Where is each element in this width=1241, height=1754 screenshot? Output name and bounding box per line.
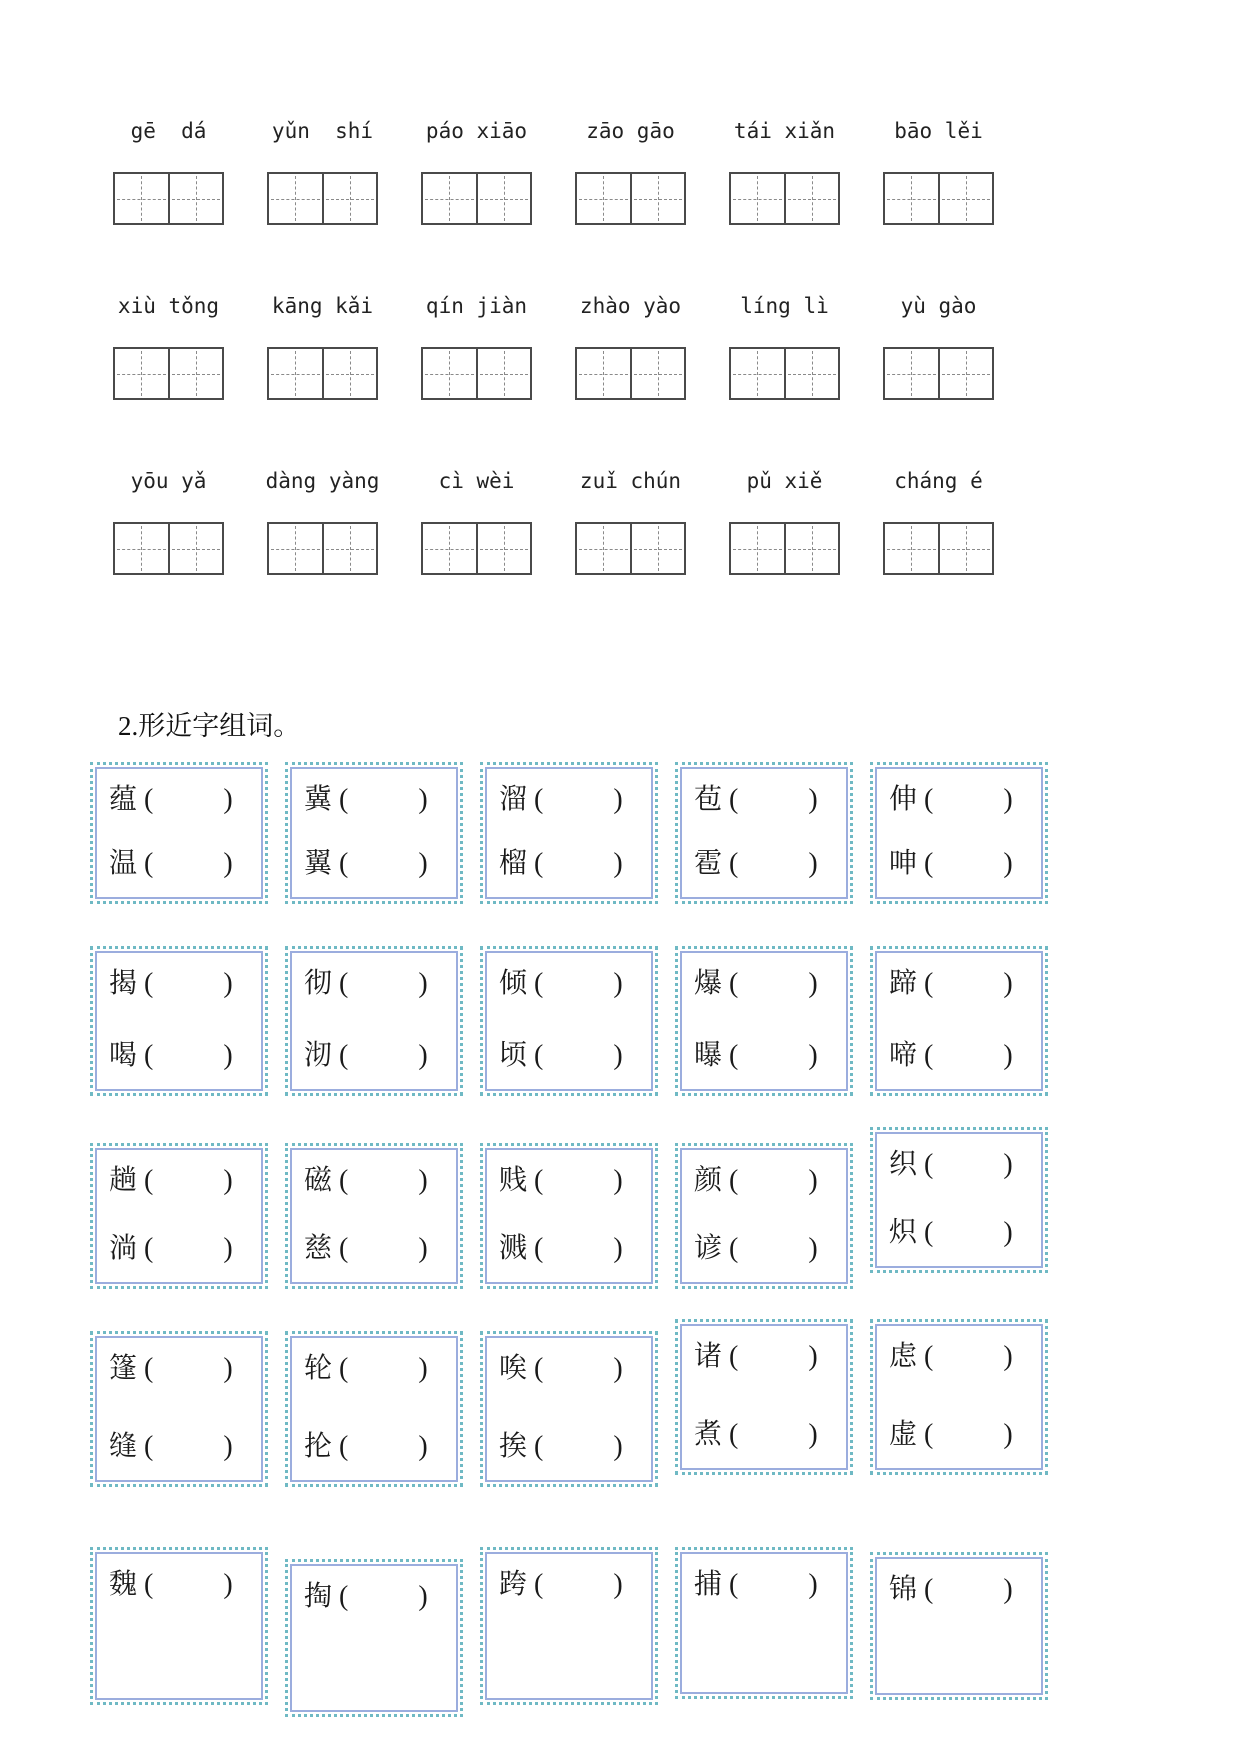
writing-grid[interactable] <box>267 522 378 575</box>
grid-cell[interactable] <box>630 349 685 398</box>
pinyin-item <box>266 468 379 575</box>
writing-grid[interactable] <box>729 172 840 225</box>
grid-cell[interactable] <box>577 174 630 223</box>
word-blank[interactable]: 挨 ( ) <box>499 1431 623 1462</box>
word-blank[interactable]: 魏 ( ) <box>109 1569 233 1600</box>
word-blank[interactable]: 趟 ( ) <box>109 1165 233 1196</box>
word-row <box>95 1148 1241 1284</box>
grid-cell[interactable] <box>269 349 322 398</box>
pinyin-label: dàng yàng <box>265 469 380 493</box>
grid-cell[interactable] <box>322 524 377 573</box>
grid-cell[interactable] <box>322 174 377 223</box>
word-blank[interactable]: 沏 ( ) <box>304 1040 428 1071</box>
pinyin-item <box>112 468 225 575</box>
pinyin-item <box>728 118 841 225</box>
word-box[interactable] <box>680 1324 848 1470</box>
word-box[interactable] <box>875 1557 1043 1695</box>
writing-grid[interactable] <box>421 172 532 225</box>
section-title: 2.形近字组词。 <box>118 711 301 741</box>
grid-cell[interactable] <box>938 524 993 573</box>
word-blank[interactable]: 蹄 ( ) <box>889 968 1013 999</box>
word-box[interactable] <box>680 1148 848 1284</box>
word-row <box>95 767 1241 899</box>
word-box[interactable] <box>485 767 653 899</box>
grid-cell[interactable] <box>423 349 476 398</box>
word-blank[interactable]: 榴 ( ) <box>499 848 623 879</box>
word-blank[interactable]: 淌 ( ) <box>109 1233 233 1264</box>
word-blank[interactable]: 蕴 ( ) <box>109 784 233 815</box>
word-box[interactable] <box>875 951 1043 1091</box>
word-row <box>95 1336 1241 1482</box>
word-box[interactable] <box>875 1324 1043 1470</box>
word-blank[interactable]: 曝 ( ) <box>694 1040 818 1071</box>
word-blank[interactable]: 织 ( ) <box>889 1149 1013 1180</box>
grid-cell[interactable] <box>731 524 784 573</box>
pinyin-label: bāo lěi <box>894 119 983 143</box>
writing-grid[interactable] <box>421 347 532 400</box>
writing-grid[interactable] <box>267 172 378 225</box>
word-blank[interactable]: 捕 ( ) <box>694 1569 818 1600</box>
word-blank[interactable]: 虚 ( ) <box>889 1419 1013 1450</box>
pinyin-item <box>882 118 995 225</box>
pinyin-item <box>266 118 379 225</box>
word-row <box>95 951 1241 1091</box>
word-blank[interactable]: 缝 ( ) <box>109 1431 233 1462</box>
grid-cell[interactable] <box>784 349 839 398</box>
grid-cell[interactable] <box>476 524 531 573</box>
word-box[interactable] <box>485 1552 653 1700</box>
pinyin-label: yù gào <box>900 294 977 318</box>
pinyin-label: cì wèi <box>438 469 515 493</box>
writing-grid[interactable] <box>575 172 686 225</box>
word-box[interactable] <box>290 1148 458 1284</box>
word-blank[interactable]: 溅 ( ) <box>499 1233 623 1264</box>
grid-cell[interactable] <box>938 174 993 223</box>
writing-grid[interactable] <box>113 347 224 400</box>
word-blank[interactable]: 彻 ( ) <box>304 968 428 999</box>
pinyin-row <box>112 468 1241 575</box>
grid-cell[interactable] <box>731 349 784 398</box>
word-blank[interactable]: 倾 ( ) <box>499 968 623 999</box>
writing-grid[interactable] <box>575 522 686 575</box>
word-blank[interactable]: 轮 ( ) <box>304 1353 428 1384</box>
pinyin-label: gē dá <box>130 119 207 143</box>
pinyin-item <box>574 118 687 225</box>
word-blank[interactable]: 冀 ( ) <box>304 784 428 815</box>
pinyin-item <box>882 293 995 400</box>
grid-cell[interactable] <box>784 524 839 573</box>
word-blank[interactable]: 虑 ( ) <box>889 1341 1013 1372</box>
word-blank[interactable]: 揭 ( ) <box>109 968 233 999</box>
word-box[interactable] <box>95 1336 263 1482</box>
pinyin-item <box>574 293 687 400</box>
grid-cell[interactable] <box>476 174 531 223</box>
writing-grid[interactable] <box>113 522 224 575</box>
pinyin-label: yōu yǎ <box>130 469 207 493</box>
word-blank[interactable]: 贱 ( ) <box>499 1165 623 1196</box>
word-box[interactable] <box>95 951 263 1091</box>
word-box[interactable] <box>485 951 653 1091</box>
pinyin-item <box>420 118 533 225</box>
word-blank[interactable]: 喝 ( ) <box>109 1040 233 1071</box>
grid-cell[interactable] <box>168 349 223 398</box>
word-box[interactable] <box>875 767 1043 899</box>
grid-cell[interactable] <box>423 174 476 223</box>
pinyin-item <box>728 293 841 400</box>
writing-grid[interactable] <box>729 522 840 575</box>
writing-grid[interactable] <box>729 347 840 400</box>
word-blank[interactable]: 啼 ( ) <box>889 1040 1013 1071</box>
word-blank[interactable]: 锦 ( ) <box>889 1574 1013 1605</box>
pinyin-label: zhào yào <box>579 294 682 318</box>
pinyin-item <box>728 468 841 575</box>
writing-grid[interactable] <box>421 522 532 575</box>
word-blank[interactable]: 诸 ( ) <box>694 1341 818 1372</box>
word-blank[interactable]: 雹 ( ) <box>694 848 818 879</box>
grid-cell[interactable] <box>885 349 938 398</box>
word-blank[interactable]: 谚 ( ) <box>694 1233 818 1264</box>
word-blank[interactable]: 温 ( ) <box>109 848 233 879</box>
grid-cell[interactable] <box>168 174 223 223</box>
word-box[interactable] <box>95 767 263 899</box>
word-box[interactable] <box>680 951 848 1091</box>
pinyin-label: qín jiàn <box>425 294 528 318</box>
grid-cell[interactable] <box>938 349 993 398</box>
pinyin-label: xiù tǒng <box>117 294 220 318</box>
word-blank[interactable]: 呻 ( ) <box>889 848 1013 879</box>
grid-cell[interactable] <box>115 524 168 573</box>
pinyin-label: tái xiǎn <box>733 119 836 143</box>
pinyin-label: yǔn shí <box>271 119 374 143</box>
word-blank[interactable]: 爆 ( ) <box>694 968 818 999</box>
grid-cell[interactable] <box>115 349 168 398</box>
word-blank[interactable]: 翼 ( ) <box>304 848 428 879</box>
grid-cell[interactable] <box>630 174 685 223</box>
pinyin-item <box>266 293 379 400</box>
word-blank[interactable]: 炽 ( ) <box>889 1217 1013 1248</box>
pinyin-label: líng lì <box>740 294 829 318</box>
grid-cell[interactable] <box>731 174 784 223</box>
writing-grid[interactable] <box>575 347 686 400</box>
word-blank[interactable]: 唉 ( ) <box>499 1353 623 1384</box>
pinyin-item <box>420 468 533 575</box>
word-blank[interactable]: 伸 ( ) <box>889 784 1013 815</box>
pinyin-label: pǔ xiě <box>746 469 823 493</box>
word-box[interactable] <box>290 1564 458 1712</box>
word-blank[interactable]: 磁 ( ) <box>304 1165 428 1196</box>
word-blank[interactable]: 溜 ( ) <box>499 784 623 815</box>
word-blank[interactable]: 慈 ( ) <box>304 1233 428 1264</box>
grid-cell[interactable] <box>784 174 839 223</box>
grid-cell[interactable] <box>115 174 168 223</box>
pinyin-item <box>574 468 687 575</box>
grid-cell[interactable] <box>269 174 322 223</box>
pinyin-row <box>112 293 1241 400</box>
pinyin-item <box>420 293 533 400</box>
word-blank[interactable]: 跨 ( ) <box>499 1569 623 1600</box>
word-blank[interactable]: 掏 ( ) <box>304 1581 428 1612</box>
grid-cell[interactable] <box>423 524 476 573</box>
pinyin-label: cháng é <box>894 469 983 493</box>
pinyin-item <box>112 293 225 400</box>
word-box[interactable] <box>680 767 848 899</box>
word-box[interactable] <box>680 1552 848 1694</box>
pinyin-label: zuǐ chún <box>579 469 682 493</box>
word-box[interactable] <box>95 1148 263 1284</box>
word-blank[interactable]: 顷 ( ) <box>499 1040 623 1071</box>
grid-cell[interactable] <box>269 524 322 573</box>
grid-cell[interactable] <box>577 524 630 573</box>
grid-cell[interactable] <box>322 349 377 398</box>
word-blank[interactable]: 苞 ( ) <box>694 784 818 815</box>
word-blank[interactable]: 煮 ( ) <box>694 1419 818 1450</box>
word-blank[interactable]: 颜 ( ) <box>694 1165 818 1196</box>
pinyin-label: páo xiāo <box>425 119 528 143</box>
grid-cell[interactable] <box>168 524 223 573</box>
grid-cell[interactable] <box>630 524 685 573</box>
word-box[interactable] <box>875 1132 1043 1268</box>
word-box[interactable] <box>290 1336 458 1482</box>
writing-grid[interactable] <box>267 347 378 400</box>
grid-cell[interactable] <box>577 349 630 398</box>
grid-cell[interactable] <box>885 174 938 223</box>
word-box[interactable] <box>485 1336 653 1482</box>
word-blank[interactable]: 抡 ( ) <box>304 1431 428 1462</box>
word-blank[interactable]: 篷 ( ) <box>109 1353 233 1384</box>
writing-grid[interactable] <box>883 347 994 400</box>
grid-cell[interactable] <box>885 524 938 573</box>
writing-grid[interactable] <box>883 522 994 575</box>
word-box[interactable] <box>290 767 458 899</box>
pinyin-label: kāng kǎi <box>271 294 374 318</box>
pinyin-row <box>112 118 1241 225</box>
word-box[interactable] <box>95 1552 263 1700</box>
pinyin-item <box>112 118 225 225</box>
pinyin-label: zāo gāo <box>586 119 675 143</box>
word-box[interactable] <box>290 951 458 1091</box>
word-row <box>95 1552 1241 1712</box>
writing-grid[interactable] <box>113 172 224 225</box>
word-box[interactable] <box>485 1148 653 1284</box>
grid-cell[interactable] <box>476 349 531 398</box>
pinyin-item <box>882 468 995 575</box>
writing-grid[interactable] <box>883 172 994 225</box>
